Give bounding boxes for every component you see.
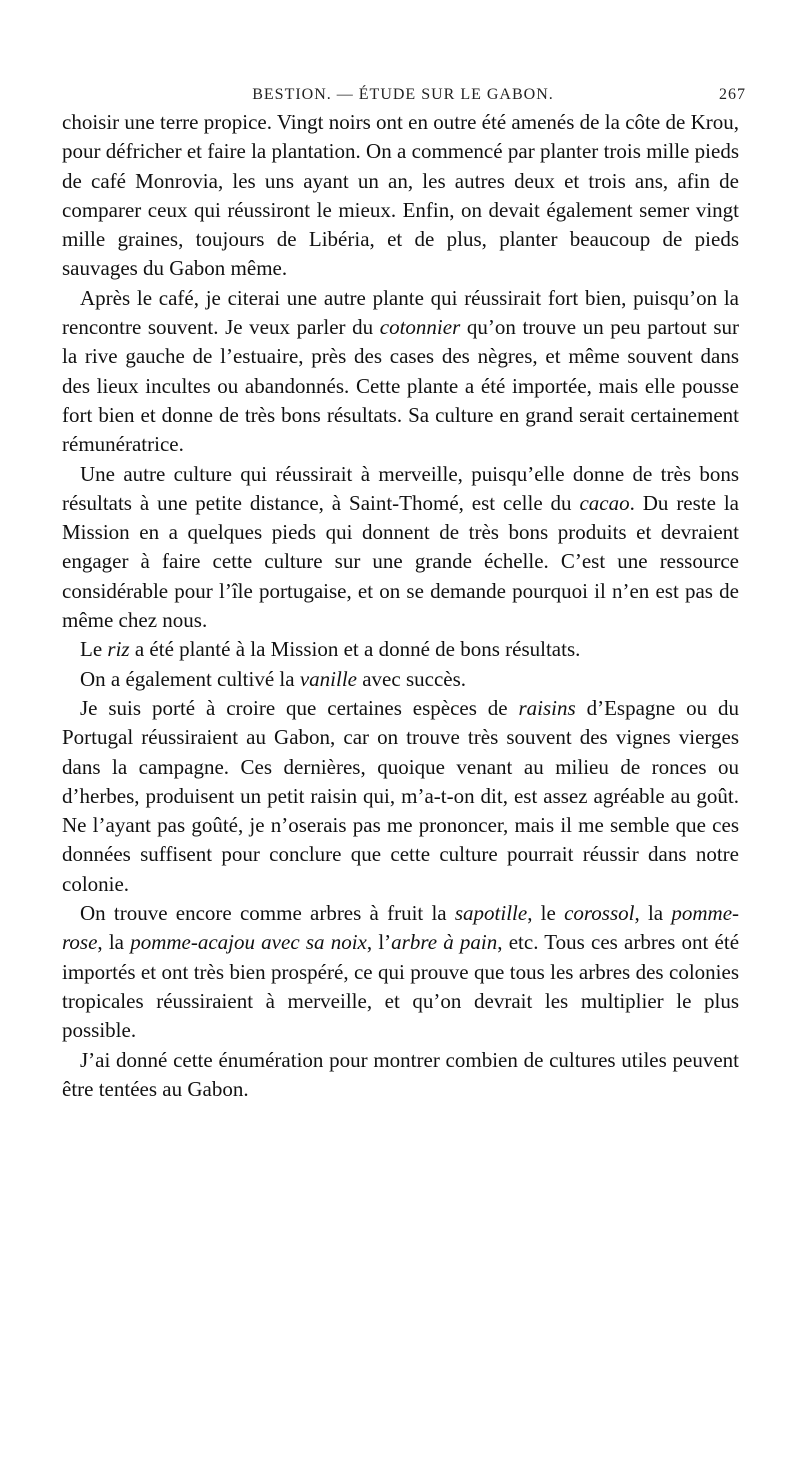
text-run: d’Espagne ou du Portugal réussiraient au Gabon, car on trouve très souvent des vignes vierges dans la campagne. Ces dernières, quoique venant au milieu de ronces ou d’herbes, produisent un petit raisin qui, m’a-t-on dit, est assez agréable au goût. Ne l’ayant pas goûté, je n’oserais pas me prononcer, mais il me semble que ces données suffisent pour conclure que cette culture pourrait réussir dans notre colonie. — [62, 695, 739, 896]
emphasis-pomme-acajou: pomme-acajou avec sa noix — [130, 930, 367, 955]
text-run: , la — [634, 901, 672, 926]
paragraph-conclusion: J’ai donné cette énumération pour montrer combien de cultures utiles peuvent être tentées au Gabon. — [62, 1047, 739, 1101]
emphasis-corossol: corossol — [564, 901, 635, 926]
paragraph-coffee-continued: choisir une terre propice. Vingt noirs ont en outre été amenés de la côte de Krou, pour défricher et faire la plantation. On a commencé par planter trois mille pieds de café Monrovia, les uns ayant un an, les autres deux et trois ans, afin de comparer ceux qui réussiront le mieux. Enfin, on devait également semer vingt mille graines, toujours de Libéria, et de plus, planter beaucoup de pieds sauvages du Gabon même. — [62, 110, 739, 281]
emphasis-sapotille: sapotille — [454, 901, 528, 926]
text-run: Une autre culture qui réussirait à merveille, puisqu’elle donne de très bons résultats à une petite distance, à Saint-Thomé, est celle du — [62, 461, 739, 515]
paragraph-vanilla — [62, 665, 739, 694]
emphasis-cacao: cacao — [579, 490, 630, 515]
text-run: , le — [527, 901, 565, 926]
paragraph-grapes — [62, 694, 739, 899]
text-run: Je suis porté à croire que certaines espèces de — [80, 695, 519, 720]
text-run: , l’ — [366, 930, 392, 955]
text-run: Le — [80, 637, 108, 662]
text-run: On trouve encore comme arbres à fruit la — [80, 901, 455, 926]
page-number: 267 — [719, 86, 746, 103]
paragraph-cotton — [62, 284, 739, 460]
paragraph-fruit-trees — [62, 899, 739, 1045]
text-run: . Du reste la Mission en a quelques pieds qui donnent de très bons produits et devraient engager à faire cette culture sur une grande échelle. C’est une ressource considérable pour l’île portugaise, et on se demande pourquoi il n’en est pas de même chez nous. — [62, 490, 740, 633]
text-run: a été planté à la Mission et a donné de bons résultats. — [129, 637, 581, 662]
running-head — [60, 86, 746, 110]
emphasis-raisins: raisins — [518, 695, 576, 720]
emphasis-riz: riz — [107, 637, 130, 662]
body-text — [62, 108, 739, 1104]
emphasis-cotonnier: cotonnier — [379, 315, 461, 340]
paragraph-cacao — [62, 460, 739, 636]
emphasis-vanille: vanille — [299, 666, 357, 691]
text-run: On a également cultivé la — [80, 666, 300, 691]
text-run: qu’on trouve un peu partout sur la rive gauche de l’estuaire, près des cases des nègres, et même souvent dans des lieux incultes ou abandonnés. Cette plante a été importée, mais elle pousse fort bien et donne de très bons résultats. Sa culture en grand serait certainement rémunératrice. — [62, 315, 739, 457]
emphasis-arbre-a-pain: arbre à pain — [391, 930, 498, 955]
text-run: avec succès. — [356, 666, 467, 691]
paragraph-rice — [62, 635, 739, 664]
text-run: , la — [97, 930, 131, 955]
emphasis-pomme-rose: pomme-rose — [62, 901, 740, 955]
running-head-title: BESTION. — ÉTUDE SUR LE GABON. — [252, 86, 554, 103]
text-run: Après le café, je citerai une autre plante qui réussirait fort bien, puisqu’on la rencontre souvent. Je veux parler du — [62, 285, 739, 340]
text-run: , etc. Tous ces arbres ont été importés et ont très bien prospéré, ce qui prouve que tous les arbres des colonies tropicales réussiraient à merveille, et qu’on devrait les multiplier le plus possible. — [62, 930, 740, 1043]
